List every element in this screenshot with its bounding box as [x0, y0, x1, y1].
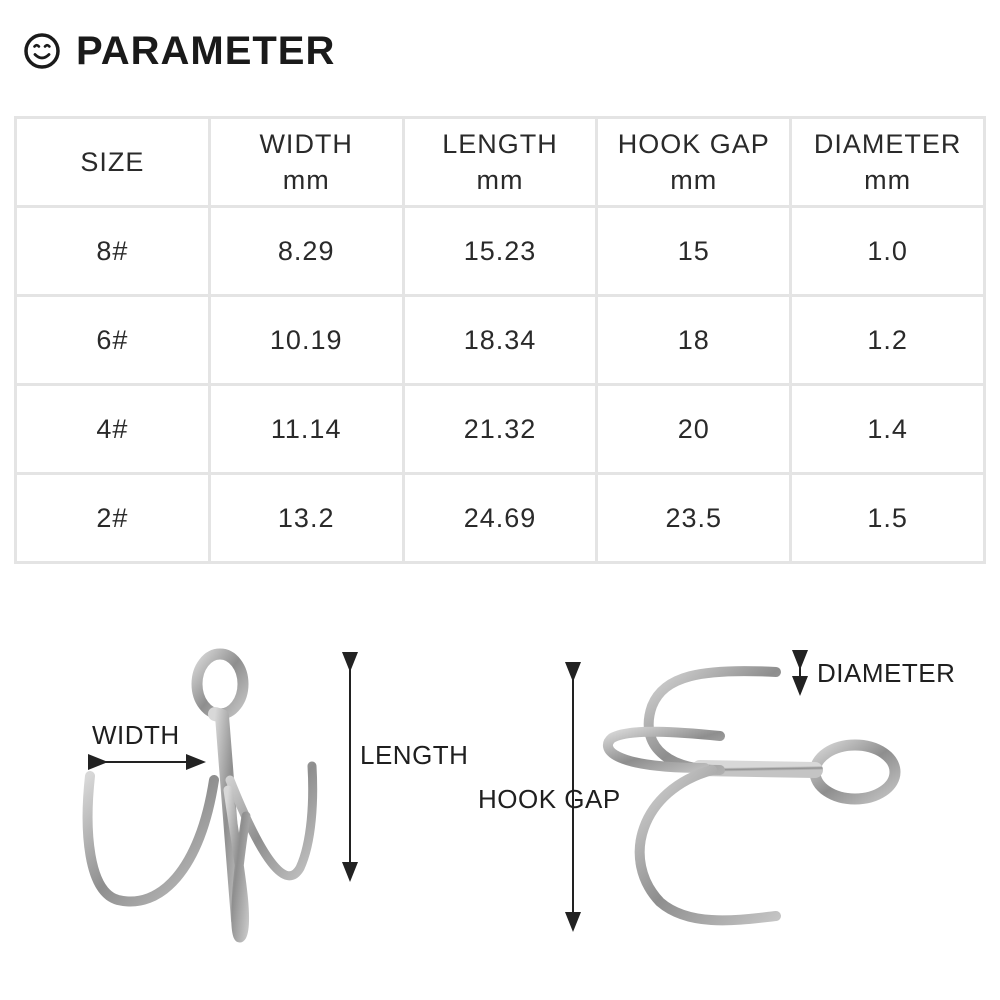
hook-eye: [815, 745, 895, 799]
cell-hook-gap: 15: [597, 207, 791, 296]
column-header-width: [209, 118, 403, 207]
cell-hook-gap: 18: [597, 296, 791, 385]
hook-lower-prong: [640, 770, 776, 920]
cell-diameter: 1.0: [791, 207, 985, 296]
hook-gap-label: HOOK GAP: [478, 784, 621, 814]
page-header: [22, 26, 335, 76]
page-title: PARAMETER: [76, 29, 336, 73]
cell-diameter: 1.2: [791, 296, 985, 385]
cell-length: 18.34: [403, 296, 597, 385]
cell-size: 6#: [16, 296, 210, 385]
cell-size: 8#: [16, 207, 210, 296]
column-label: LENGTH: [442, 129, 558, 159]
column-label: SIZE: [80, 147, 145, 177]
smiley-circle-icon: [22, 31, 62, 71]
column-header-diameter: [791, 118, 985, 207]
treble-hook-front-view: [88, 654, 313, 938]
treble-hook-side-view: [608, 671, 895, 920]
column-unit: mm: [476, 165, 524, 195]
width-label: WIDTH: [92, 720, 180, 750]
cell-width: 11.14: [209, 385, 403, 474]
table-row: [16, 385, 985, 474]
cell-length: 21.32: [403, 385, 597, 474]
diameter-label: DIAMETER: [817, 658, 956, 688]
column-header-length: [403, 118, 597, 207]
cell-width: 8.29: [209, 207, 403, 296]
cell-size: 4#: [16, 385, 210, 474]
parameter-table: [14, 116, 986, 564]
cell-length: 15.23: [403, 207, 597, 296]
table-header-row: [16, 118, 985, 207]
column-label: DIAMETER: [813, 129, 962, 159]
column-label: HOOK GAP: [617, 129, 770, 159]
table-row: [16, 474, 985, 563]
cell-diameter: 1.4: [791, 385, 985, 474]
column-header-size: [16, 118, 210, 207]
table-row: [16, 296, 985, 385]
hook-dimension-diagram: [0, 620, 1000, 1000]
column-header-hook-gap: [597, 118, 791, 207]
cell-width: 10.19: [209, 296, 403, 385]
column-unit: mm: [864, 165, 912, 195]
hook-upper-prong: [649, 671, 776, 770]
parameter-table-container: [14, 116, 986, 556]
column-label: WIDTH: [259, 129, 353, 159]
hook-left-prong: [88, 776, 214, 902]
cell-hook-gap: 23.5: [597, 474, 791, 563]
cell-hook-gap: 20: [597, 385, 791, 474]
hook-eye: [197, 654, 243, 714]
length-label: LENGTH: [360, 740, 469, 770]
table-row: [16, 207, 985, 296]
cell-width: 13.2: [209, 474, 403, 563]
column-unit: mm: [670, 165, 718, 195]
column-unit: mm: [282, 165, 330, 195]
cell-length: 24.69: [403, 474, 597, 563]
cell-size: 2#: [16, 474, 210, 563]
cell-diameter: 1.5: [791, 474, 985, 563]
